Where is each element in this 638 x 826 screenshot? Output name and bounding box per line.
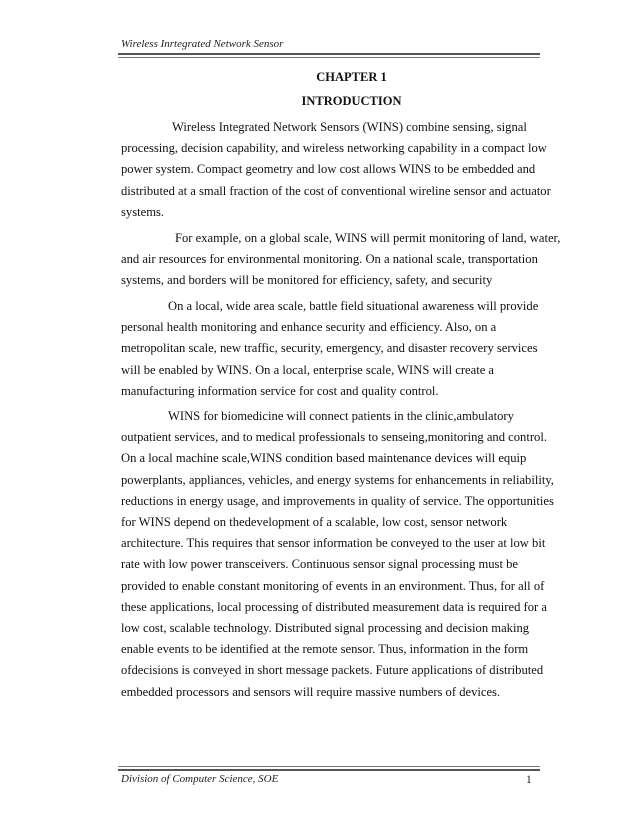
paragraph-4 (121, 406, 554, 703)
paragraph-line: embedded processors and sensors will require massive numbers of devices. (121, 684, 501, 699)
paragraph-line: will be enabled by WINS. On a local, enterprise scale, WINS will create a (121, 362, 495, 377)
paragraph-line: For example, on a global scale, WINS will permit monitoring of land, water, (175, 231, 561, 245)
paragraph-line: On a local machine scale,WINS condition based maintenance devices will equip (121, 451, 527, 466)
paragraph-line: and air resources for environmental monitoring. On a national scale, transportation (121, 252, 538, 267)
chapter-title: INTRODUCTION (301, 94, 402, 108)
paragraph-line: systems. (121, 204, 165, 219)
paragraph-line: provided to enable constant monitoring of events in an environment. Thus, for all of (121, 578, 545, 593)
footer-rule-thick (118, 769, 540, 771)
paragraph-line: distributed at a small fraction of the cost of conventional wireline sensor and actuator (121, 183, 551, 198)
paragraph-line: personal health monitoring and enhance security and efficiency. Also, on a (121, 320, 497, 335)
chapter-number: CHAPTER 1 (316, 70, 387, 84)
paragraph-line: low cost, scalable technology. Distributed signal processing and decision making (121, 621, 530, 636)
paragraph-3 (121, 296, 538, 402)
paragraph-line: Wireless Integrated Network Sensors (WINS) combine sensing, signal (172, 120, 527, 134)
paragraph-line: systems, and borders will be monitored for efficiency, safety, and security (121, 273, 493, 288)
paragraph-line: architecture. This requires that sensor information be conveyed to the user at low bit (121, 536, 546, 551)
paragraph-1 (121, 117, 551, 223)
paragraph-line: rate with low power transceivers. Continuous sensor signal processing must be (121, 557, 518, 572)
paragraph-line: metropolitan scale, new traffic, security, emergency, and disaster recovery services (121, 341, 538, 356)
paragraph-line: On a local, wide area scale, battle field situational awareness will provide (168, 299, 539, 313)
paragraph-line: enable events to be identified at the remote sensor. Thus, information in the form (121, 642, 529, 657)
paragraph-line: manufacturing information service for cost and quality control. (121, 383, 439, 398)
header-title: Wireless Inrtegrated Network Sensor (121, 38, 284, 50)
footer-rule-thin (118, 766, 540, 767)
paragraph-2 (121, 228, 560, 292)
header-rule-thin (118, 57, 540, 58)
paragraph-line: outpatient services, and to medical professionals to senseing,monitoring and control. (121, 430, 547, 445)
paragraph-line: power system. Compact geometry and low cost allows WINS to be embedded and (121, 162, 536, 177)
paragraph-line: for WINS depend on thedevelopment of a scalable, low cost, sensor network (121, 515, 508, 530)
page-number: 1 (526, 774, 532, 786)
paragraph-line: reductions in energy usage, and improvements in quality of service. The opportunities (121, 493, 554, 508)
paragraph-line: these applications, local processing of distributed measurement data is required for a (121, 599, 547, 614)
footer-department: Division of Computer Science, SOE (121, 773, 279, 785)
paragraph-line: WINS for biomedicine will connect patients in the clinic,ambulatory (168, 409, 514, 423)
header-rule-thick (118, 53, 540, 55)
paragraph-line: ofdecisions is conveyed in short message packets. Future applications of distributed (121, 663, 544, 678)
paragraph-line: processing, decision capability, and wireless networking capability in a compact low (121, 141, 547, 156)
paragraph-line: powerplants, appliances, vehicles, and energy systems for enhancements in reliability, (121, 472, 554, 487)
